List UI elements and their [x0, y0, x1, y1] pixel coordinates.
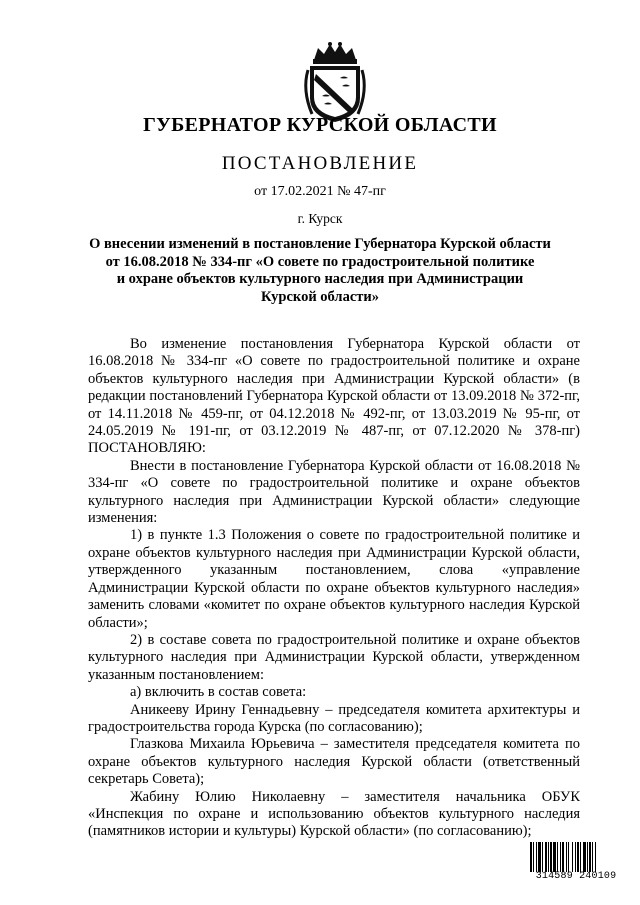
subject-line: от 16.08.2018 № 334-пг «О совете по градостроительной политике [105, 253, 535, 270]
body-paragraph: Глазкова Михаила Юрьевича – заместителя председателя комитета по охране объектов культурного наследия Курской области (ответственный секретарь Совета); [88, 736, 580, 788]
subject-line: и охране объектов культурного наследия при Администрации [116, 271, 524, 288]
city: г. Курск [297, 211, 343, 226]
body-paragraph: а) включить в состав совета: [130, 684, 307, 701]
coat-of-arms-icon [300, 40, 370, 124]
document-subject [60, 236, 580, 306]
barcode-number: 314589 240109 [535, 871, 617, 882]
document-body [88, 336, 580, 841]
subject-line: Курской области» [261, 288, 379, 305]
body-paragraph: Жабину Юлию Николаевну – заместителя начальника ОБУК «Инспекция по охране и использованию объектов культурного наследия (памятников истории и культуры) Курской области» (по согласованию); [88, 788, 580, 840]
body-paragraph: Во изменение постановления Губернатора Курской области от 16.08.2018 № 334-пг «О совете по градостроительной политике и охране объектов культурного наследия при Администрации Курской области» (в редакции постановлений Губернатора Курской области от 13.09.2018 № 372-пг, от 14.11.2018 № 459-пг, от 04.12.2018 № 492-пг, от 13.03.2019 № 95-пг, от 24.05.2019 № 191-пг, от 03.12.2019 № 487-пг, от 07.12.2020 № 378-пг) ПОСТАНОВЛЯЮ: [88, 336, 580, 457]
barcode-bars-icon [530, 842, 622, 872]
barcode [530, 842, 622, 886]
authority-title: ГУБЕРНАТОР КУРСКОЙ ОБЛАСТИ [143, 114, 497, 136]
body-paragraph: Внести в постановление Губернатора Курской области от 16.08.2018 № 334-пг «О совете по градостроительной политике и охране объектов культурного наследия при Администрации Курской области» следующие изменения: [88, 457, 580, 527]
date-and-number: от 17.02.2021 № 47-пг [254, 184, 386, 199]
body-paragraph: Аникееву Ирину Геннадьевну – председателя комитета архитектуры и градостроительства города Курска (по согласованию); [88, 701, 580, 735]
body-paragraph: 1) в пункте 1.3 Положения о совете по градостроительной политике и охране объектов культурного наследия при Администрации Курской области, утвержденного указанным постановлением, слова «управление Администрации Курской области по охране объектов культурного наследия» заменить словами «комитет по охране объектов культурного наследия Курской области»; [88, 527, 580, 631]
body-paragraph: 2) в составе совета по градостроительной политике и охране объектов культурного наследия при Администрации Курской области, утвержденном указанным постановлением: [88, 631, 580, 683]
subject-line: О внесении изменений в постановление Губернатора Курской области [89, 236, 551, 252]
document-type: ПОСТАНОВЛЕНИЕ [221, 153, 419, 174]
